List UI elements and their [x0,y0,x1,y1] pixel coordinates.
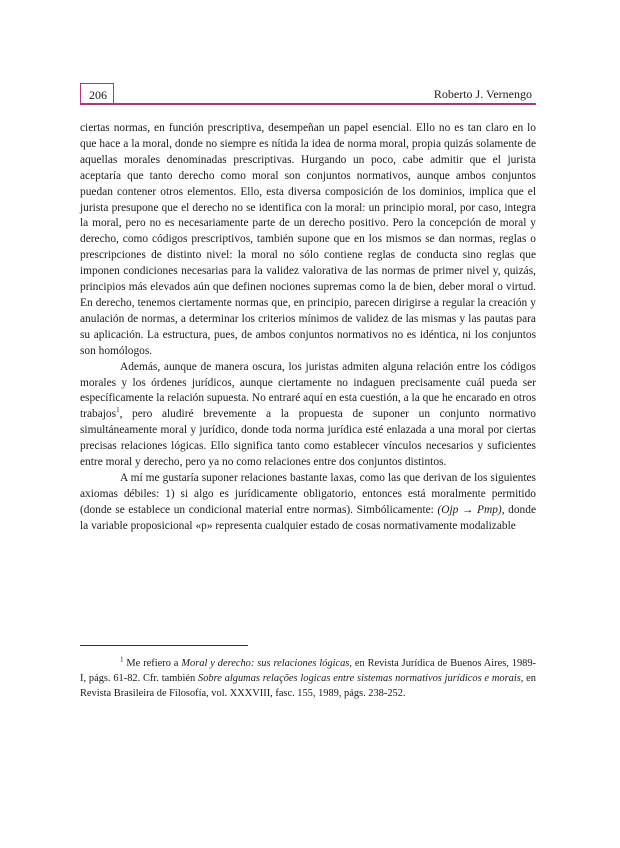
page-number-box [80,83,114,105]
footnote-text-3: , en Revista Brasileira de Filosofía, vol. XXXVIII, fasc. 155, 1989, págs. 238-252. [80,672,536,699]
footnote-separator [80,645,248,646]
footnote-ref[interactable]: 1 [116,406,120,415]
footnote-1 [80,657,536,701]
footnote [80,657,536,701]
footnote-number: 1 [120,655,124,664]
page-header [80,83,536,107]
header-rule [114,103,536,105]
paragraph-3-text-b: , donde la variable proposicional «p» representa cualquier estado de cosas normativamente modalizable [80,503,536,532]
footnote-title-1: Moral y derecho: sus relaciones lógicas [181,658,350,669]
body-text [80,121,536,535]
paragraph-2-text-b: , pero aludiré brevemente a la propuesta de suponer un conjunto normativo simultáneamente moral y jurídico, donde toda norma jurídica esté enlazada a una moral por ciertas precisas relaciones lógicas. Ello significa tanto como establecer vínculos necesarios y suficientes entre moral y derecho, pero ya no como relaciones entre dos conjuntos distintos. [80,408,536,469]
paragraph-1: ciertas normas, en función prescriptiva, desempeñan un papel esencial. Ello no es tan claro en lo que hace a la moral, donde no siempre es nítida la idea de norma moral, propia quizás solamente de aquellas morales denominadas prescriptivas. Hurgando un poco, cabe admitir que el jurista aceptaría que tanto derecho como moral son conjuntos normativos, aunque ambos conjuntos puedan contener otros elementos. Ello, esta diversa composición de los dominios, implica que el jurista presupone que el derecho no se identifica con la moral: un principio moral, por caso, integra la moral, pero no es necesariamente parte de un derecho positivo. Pero la concepción de moral y derecho, como códigos prescriptivos, también supone que en los mismos se dan normas, reglas o prescripciones de distinto nivel: la moral no sólo contiene reglas de conducta sino reglas que imponen condiciones necesarias para la validez valorativa de las normas de primer nivel y, quizás, principios más elevados aún que definen nociones supremas como la de bien, deber moral o virtud. En derecho, tenemos ciertamente normas que, en principio, parecen dirigirse a regular la creación y anulación de normas, a determinar los criterios mínimos de validez de las mismas y las pautas para su aplicación. La estructura, pues, de ambos conjuntos normativos no es idéntica, ni los conjuntos son homólogos. [80,122,536,357]
footnote-text-1: Me refiero a [123,658,182,669]
running-header-author: Roberto J. Vernengo [433,87,532,101]
paragraph-3 [80,471,536,535]
page-number: 206 [89,88,107,102]
paragraph-3-text-a: A mí me gustaría suponer relaciones bastante laxas, como las que derivan de los siguientes axiomas débiles: 1) si algo es jurídicamente obligatorio, entonces está moralmente permitido (donde se establece un condicional material entre normas). Simbólicamente: [80,471,536,516]
formula: (Ojp → Pmp) [437,503,502,516]
footnote-title-2: Sobre algumas relações logicas entre sistemas normativos jurídicos e morais [198,672,521,684]
paragraph-2 [80,360,536,471]
footnote-text-2: , en Revista Jurídica de Buenos Aires, 1989-I, págs. 61-82. Cfr. también [80,658,537,684]
paragraph-2-text-a: Además, aunque de manera oscura, los juristas admiten alguna relación entre los códigos morales y los órdenes jurídicos, aunque ciertamente no indaguen precisamente cuál pueda ser específicamente la relación supuesta. No entraré aquí en esta cuestión, a la que he encarado en otros trabajos [80,360,536,421]
